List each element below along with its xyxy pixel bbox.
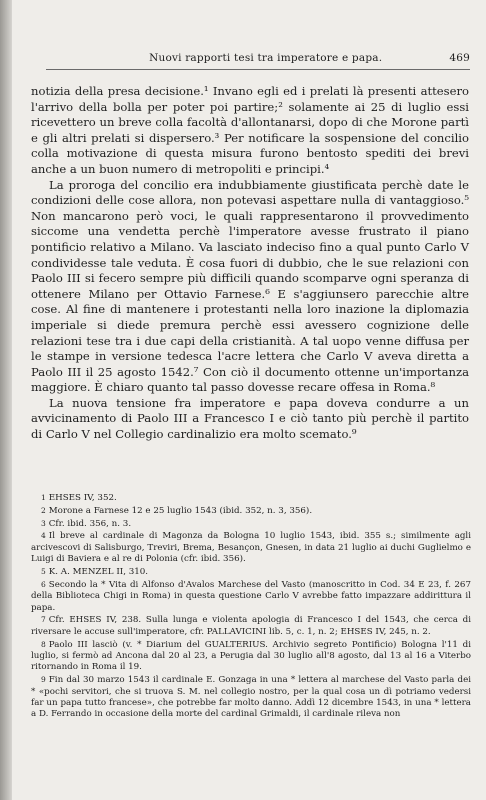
footnote-text: Paolo III lasciò (v. * Diarium del GUALTERIUS. Archivio segreto Pontificio) Bologna l'11 di luglio, si fermò ad Ancona dal 20 al 23, a Perugia dal 30 luglio all'8 agosto, dal 13 al 16 a Viterbo ritornando in Roma il 19. xyxy=(31,639,471,673)
main-text xyxy=(31,84,469,443)
footnote xyxy=(31,518,471,530)
footnote-text: Cfr. ibid. 356, n. 3. xyxy=(48,518,132,529)
paragraph-3: La nuova tensione fra imperatore e papa doveva condurre a un avvicinamento di Paolo III a Francesco I e ciò tanto più perchè il partito di Carlo V nel Collegio cardinalizio era molto scemato.⁹ xyxy=(31,395,469,442)
paragraph-1: notizia della presa decisione.¹ Invano egli ed i prelati là presenti attesero l'arrivo della bolla per poter poi partire;² solamente ai 25 di luglio essi ricevettero un breve colla facoltà d'allontanarsi, dopo di che Morone partì e gli altri prelati si dispersero.³ Per notificare la sospensione del concilio colla motivazione di questa misura furono bentosto spediti dei brevi anche a un buon numero di metropoliti e principi.⁴ xyxy=(31,84,469,176)
footnote-number: 5 xyxy=(41,567,46,576)
footnote xyxy=(31,492,471,504)
footnote-text: EHSES IV, 352. xyxy=(48,493,117,503)
footnote-text: Morone a Farnese 12 e 25 luglio 1543 (ibid. 352, n. 3, 356). xyxy=(48,505,313,516)
footnote-text: Il breve al cardinale di Magonza da Bologna 10 luglio 1543, ibid. 355 s.; similmente agli arcivescovi di Salisburgo, Treviri, Brema, Besançon, Gnesen, in data 21 luglio ai duchi Guglielmo e Luigi di Baviera e al re di Polonia (cfr. ibid. 356). xyxy=(31,531,471,565)
footnote-text: K. A. MENZEL II, 310. xyxy=(48,567,149,577)
book-binding-edge xyxy=(0,0,12,800)
footnote-number: 7 xyxy=(41,615,46,625)
running-header-title: Nuovi rapporti tesi tra imperatore e papa. xyxy=(149,52,383,64)
footnote-number: 1 xyxy=(41,493,46,502)
footnote-number: 3 xyxy=(41,518,46,528)
footnote xyxy=(31,674,471,721)
footnotes xyxy=(31,492,471,721)
footnote xyxy=(31,579,471,614)
footnote-number: 9 xyxy=(41,675,46,685)
footnote xyxy=(31,505,471,517)
footnote xyxy=(31,639,471,674)
page-number: 469 xyxy=(449,52,470,64)
footnote-number: 2 xyxy=(41,505,46,515)
footnote-text: Fin dal 30 marzo 1543 il cardinale E. Gonzaga in una * lettera al marchese del Vasto parla dei * «pochi servitori, che si truova S. M. nel collegio nostro, per la qual cosa un dì potriamo vedersi far un papa tutto francese», che potrebbe far molto danno. Addì 12 dicembre 1543, in una * lettera a D. Ferrando in occasione della morte del cardinal Grimaldi, il cardinale rileva non xyxy=(31,675,471,720)
footnote-text: Secondo la * Vita di Alfonso d'Avalos Marchese del Vasto (manoscritto in Cod. 34 E 23, f. 267 della Biblioteca Chigi in Roma) in questa questione Carlo V avrebbe fatto impazzare addirittura il papa. xyxy=(31,579,471,613)
footnote xyxy=(31,566,471,578)
paragraph-2: La proroga del concilio era indubbiamente giustificata perchè date le condizioni delle cose allora, non potevasi aspettare nulla di vantaggioso.⁵ Non mancarono però voci, le quali rappresentarono il provvedimento siccome una vendetta perchè l'imperatore avesse frustrato il piano pontificio relativo a Milano. Va lasciato indeciso fino a qual punto Carlo V condividesse tale veduta. È cosa fuori di dubbio, che le sue relazioni con Paolo III si fecero sempre più difficili quando scomparve ogni speranza di ottenere Milano per Ottavio Farnese.⁶ E s'aggiunsero parecchie altre cose. Al fine di mantenere i protestanti nella loro inazione la diplomazia imperiale si diede premura perchè essi avessero cognizione delle relazioni tese tra i due capi della cristianità. A tal uopo venne diffusa per le stampe in versione tedesca l'acre lettera che Carlo V aveva diretta a Paolo III il 25 agosto 1542.⁷ Con ciò il documento ottenne un'importanza maggiore. È chiaro quanto tal passo dovesse recare offesa in Roma.⁸ xyxy=(31,177,469,395)
header-rule xyxy=(46,69,470,70)
footnote-text: Cfr. EHSES IV, 238. Sulla lunga e violenta apologia di Francesco I del 1543, che cerca di riversare le accuse sull'imperatore, cfr. PALLAVICINI lib. 5, c. 1, n. 2; EHSES IV, 245, n. 2. xyxy=(31,615,471,637)
footnote xyxy=(31,530,471,565)
running-header xyxy=(46,52,470,64)
footnote-number: 8 xyxy=(41,639,46,649)
footnote xyxy=(31,614,471,638)
footnote-number: 6 xyxy=(41,579,46,589)
footnote-number: 4 xyxy=(41,531,46,541)
